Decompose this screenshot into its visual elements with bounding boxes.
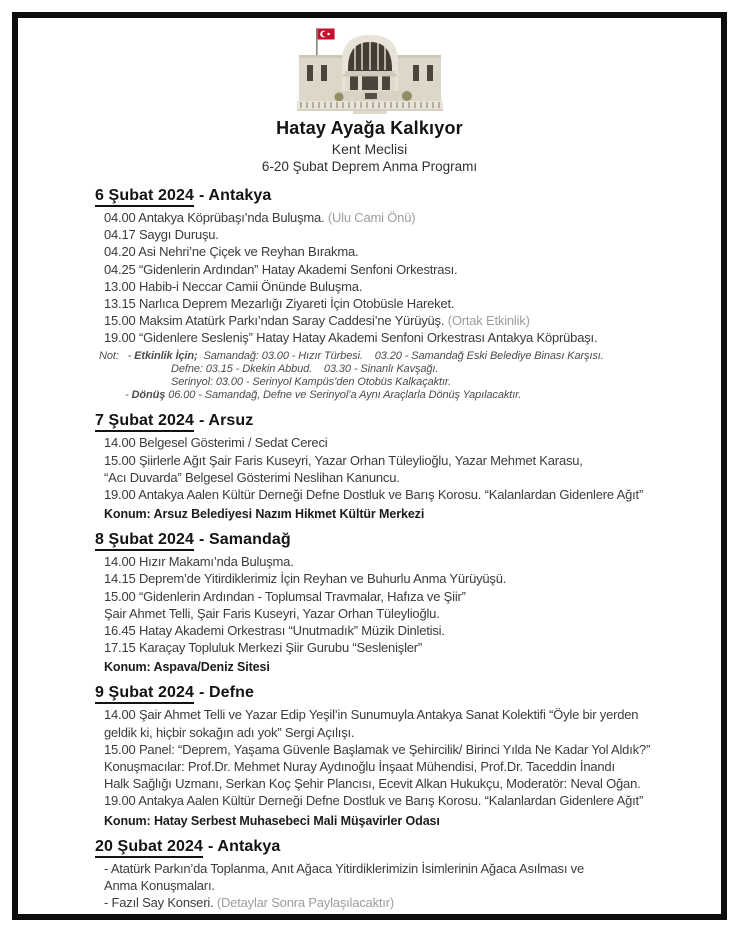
program-item (95, 622, 707, 639)
program-item-text: “Acı Duvarda” Belgesel Gösterimi Neslihan Kanuncu. (104, 469, 400, 485)
program-item-text: Halk Sağlığı Uzmanı, Serkan Koç Şehir Plancısı, Ecevit Alkan Hukukçu, Moderatör: Neval Oğan. (104, 776, 641, 792)
program-item (95, 243, 707, 260)
program-item (95, 553, 707, 570)
program-item-gray-note: (Ortak Etkinlik) (444, 313, 530, 329)
program-section (95, 837, 707, 912)
program-section (95, 683, 707, 827)
program-item-text: 13.00 Habib-i Neccar Camii Önünde Buluşma. (104, 278, 363, 294)
note-bold: Dönüş (131, 389, 166, 402)
program-item-text: 14.00 Şair Ahmet Telli ve Yazar Edip Yeşil’in Sunumuyla Antakya Sanat Kolektifi “Öyle bir yerden (104, 707, 639, 723)
program-item (95, 434, 707, 451)
program-item (95, 588, 707, 605)
program-item (95, 329, 707, 346)
section-notes (95, 350, 707, 403)
poster-header (18, 18, 721, 175)
section-place: - Arsuz (199, 412, 254, 430)
program-item (95, 775, 707, 792)
program-item (95, 605, 707, 622)
program-item-text: 15.00 “Gidenlerin Ardından - Toplumsal Travmalar, Hafıza ve Şiir” (104, 588, 466, 604)
section-location: Konum: Hatay Serbest Muhasebeci Mali Müşavirler Odası (104, 813, 440, 828)
program-item (95, 706, 707, 723)
program-item-text: 04.25 “Gidenlerin Ardından” Hatay Akademi Senfoni Orkestrası. (104, 261, 458, 277)
program-item-text: - Atatürk Parkın’da Toplanma, Anıt Ağaca Yitirdiklerimizin İsimlerinin Ağaca Asılması ve (104, 860, 584, 876)
program-item (95, 312, 707, 329)
program-sections (18, 175, 721, 911)
section-place: - Defne (199, 684, 254, 702)
section-heading (95, 837, 707, 856)
turkish-flag-icon (316, 28, 335, 56)
program-item (95, 894, 707, 911)
section-place: - Samandağ (199, 531, 291, 549)
program-item-gray-note: (Ulu Cami Önü) (324, 210, 416, 225)
program-item-text: 13.15 Narlıca Deprem Mezarlığı Ziyareti İçin Otobüsle Hareket. (104, 296, 455, 312)
program-item-text: - Fazıl Say Konseri. (104, 895, 214, 911)
program-item-text: Şair Ahmet Telli, Şair Faris Kuseyri, Yazar Orhan Tüleylioğlu. (104, 605, 440, 621)
program-item (95, 226, 707, 243)
program-section (95, 186, 707, 402)
poster-frame (12, 12, 727, 920)
section-heading (95, 530, 707, 549)
program-item-text: 15.00 Panel: “Deprem, Yaşama Güvenle Başlamak ve Şehircilik/ Birinci Yılda Ne Kadar Yol Aldık?” (104, 741, 651, 757)
note-post: Samandağ: 03.00 - Hızır Türbesi. 03.20 - Samandağ Eski Belediye Binası Karşısı. (197, 349, 604, 362)
program-item (95, 877, 707, 894)
note-pre: Not: - (99, 349, 135, 362)
note-bold: Etkinlik İçin; (134, 349, 198, 362)
program-item-text: 19.00 “Gidenlere Sesleniş” Hatay Hatay Akademi Senfoni Orkestrası Antakya Köprübaşı. (104, 330, 598, 346)
program-item-text: 04.00 Antakya Köprübaşı’nda Buluşma. (104, 210, 325, 225)
program-item (95, 758, 707, 775)
program-item-text: 04.20 Asi Nehri’ne Çiçek ve Reyhan Bırakma. (104, 244, 359, 260)
program-item (95, 639, 707, 656)
program-item-text: 15.00 Şiirlerle Ağıt Şair Faris Kuseyri, Yazar Orhan Tüleylioğlu, Yazar Mehmet Karasu, (104, 452, 583, 468)
section-location: Konum: Arsuz Belediyesi Nazım Hikmet Kültür Merkezi (104, 507, 425, 522)
program-item-text: 14.15 Deprem’de Yitirdiklerimiz İçin Reyhan ve Buhurlu Anma Yürüyüşü. (104, 571, 507, 587)
program-item (95, 278, 707, 295)
section-heading (95, 683, 707, 702)
program-item-text: 19.00 Antakya Aalen Kültür Derneği Defne Dostluk ve Barış Korosu. “Kalanlardan Gidenlere Ağıt” (104, 487, 644, 503)
program-item (95, 724, 707, 741)
note-post: Defne: 03.15 - Dkekin Abbud. 03.30 - Sinanlı Kavşağı. (171, 362, 439, 375)
program-item (95, 741, 707, 758)
program-section (95, 530, 707, 674)
section-place: - Antakya (208, 837, 281, 855)
program-item-text: 17.15 Karaçay Topluluk Merkezi Şiir Gurubu “Seslenişler” (104, 640, 423, 656)
section-location: Konum: Aspava/Deniz Sitesi (104, 660, 270, 675)
page-subtitle-program: 6-20 Şubat Deprem Anma Programı (261, 159, 478, 174)
note-pre: - (125, 389, 132, 402)
section-heading (95, 186, 707, 205)
program-item (95, 209, 707, 226)
hatay-building-illustration (295, 25, 445, 115)
section-date: 7 Şubat 2024 (95, 412, 194, 432)
program-item-gray-note: (Detaylar Sonra Paylaşılacaktır) (213, 895, 394, 911)
program-item-text: 19.00 Antakya Aalen Kültür Derneği Defne Dostluk ve Barış Korosu. “Kalanlardan Gidenlere Ağıt” (104, 793, 644, 809)
note-post: Serinyol: 03.00 - Serinyol Kampüs’den Otobüs Kalkaçaktır. (171, 376, 452, 389)
page-title: Hatay Ayağa Kalkıyor (276, 118, 463, 138)
program-item (95, 295, 707, 312)
program-item-text: 14.00 Belgesel Gösterimi / Sedat Cereci (104, 435, 328, 451)
section-date: 6 Şubat 2024 (95, 187, 194, 207)
section-date: 9 Şubat 2024 (95, 684, 194, 704)
program-section (95, 411, 707, 521)
note-line (95, 376, 707, 389)
program-item (95, 452, 707, 469)
program-item-text: 14.00 Hızır Makamı’nda Buluşma. (104, 554, 294, 570)
program-item (95, 261, 707, 278)
note-line (95, 363, 707, 376)
program-item-text: 15.00 Maksim Atatürk Parkı’ndan Saray Caddesi’ne Yürüyüş. (104, 313, 445, 329)
note-line (95, 389, 707, 402)
page-subtitle: Kent Meclisi (331, 141, 408, 157)
note-line (95, 350, 707, 363)
program-item-text: Konuşmacılar: Prof.Dr. Mehmet Nuray Aydınoğlu İnşaat Mühendisi, Prof.Dr. Taceddin İnandı (104, 759, 615, 775)
program-item (95, 469, 707, 486)
program-item-text: Anma Konuşmaları. (104, 877, 215, 893)
section-place: - Antakya (199, 187, 272, 204)
program-item (95, 570, 707, 587)
section-date: 8 Şubat 2024 (95, 531, 194, 551)
section-date: 20 Şubat 2024 (95, 838, 203, 858)
program-item (95, 860, 707, 877)
section-heading (95, 411, 707, 430)
program-item-text: geldik ki, hiçbir sokağın adı yok” Sergi Açılışı. (104, 724, 355, 740)
note-post: 06.00 - Samandağ, Defne ve Serinyol’a Aynı Araçlarla Dönüş Yapılacaktır. (165, 389, 522, 402)
program-item-text: 04.17 Saygı Duruşu. (104, 227, 219, 243)
program-item-text: 16.45 Hatay Akademi Orkestrası “Unutmadık” Müzik Dinletisi. (104, 623, 445, 639)
program-item (95, 792, 707, 809)
program-item (95, 486, 707, 503)
